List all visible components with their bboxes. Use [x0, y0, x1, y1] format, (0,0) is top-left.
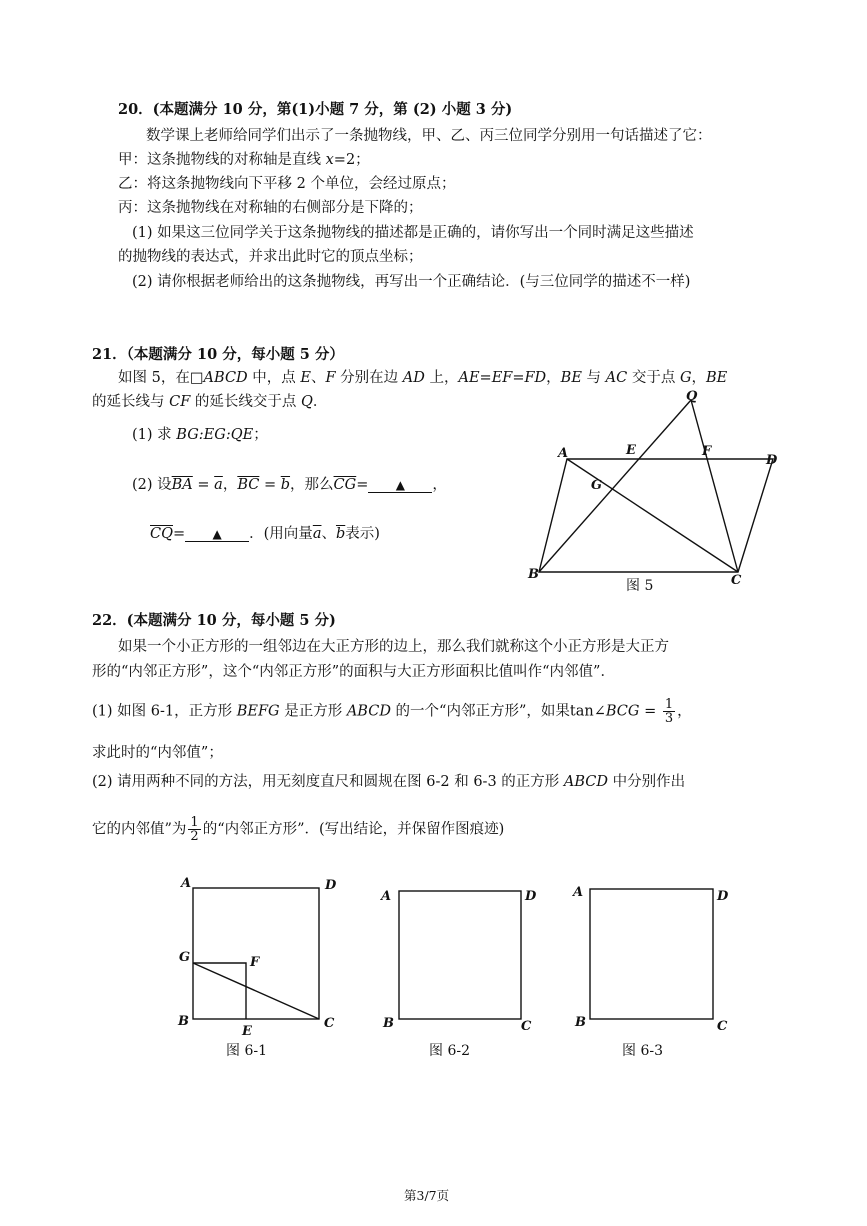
- q20-part2: (2) 请你根据老师给出的这条抛物线，再写出一个正确结论．(与三位同学的描述不一样): [132, 274, 691, 290]
- q22-intro-line2: 形的“内邻正方形”，这个“内邻正方形”的面积与大正方形面积比值叫作“内邻值”．: [92, 664, 615, 680]
- label-a: A: [181, 876, 192, 891]
- label-a: A: [573, 885, 584, 900]
- q22-part1-line2: 求此时的“内邻值”；: [92, 745, 223, 761]
- segment-gc: [193, 963, 319, 1019]
- label-d: D: [325, 878, 337, 893]
- label-b: B: [383, 1016, 394, 1031]
- q22-part2-line1: (2) 请用两种不同的方法，用无刻度直尺和圆规在图 6-2 和 6-3 的正方形 ABCD 中分别作出: [92, 774, 686, 790]
- vector-bc: $\overline{BC}$: [237, 477, 260, 493]
- label-d: D: [717, 889, 729, 904]
- square-abcd: [193, 888, 319, 1019]
- label-q: Q: [686, 389, 698, 404]
- label-a: A: [558, 446, 569, 461]
- label-d: D: [766, 453, 778, 468]
- q22-intro-line1: 如果一个小正方形的一组邻边在大正方形的边上，那么我们就称这个小正方形是大正方: [118, 639, 669, 655]
- label-c: C: [324, 1016, 335, 1031]
- figure-6-2: [372, 872, 552, 1062]
- figure-5-caption: 图 5: [626, 578, 654, 594]
- q22-header: 22．(本题满分 10 分，每小题 5 分): [92, 612, 336, 629]
- q20-part1-line1: (1) 如果这三位同学关于这条抛物线的描述都是正确的，请你写出一个同时满足这些描述: [132, 225, 694, 241]
- figure-6-1-caption: 图 6-1: [226, 1043, 267, 1059]
- label-c: C: [717, 1019, 728, 1034]
- label-g: G: [591, 478, 603, 493]
- q21-intro-line1: 如图 5，在□ABCD 中，点 E、F 分别在边 AD 上，AE=EF=FD，BE 与 AC 交于点 G，BE: [118, 370, 728, 386]
- vector-cq: $\overline{CQ}$: [150, 526, 173, 542]
- q20-header: 20．(本题满分 10 分，第(1)小题 7 分，第 (2) 小题 3 分): [118, 101, 513, 118]
- segment-bq: [539, 400, 691, 572]
- q20-bing: 丙：这条抛物线在对称轴的右侧部分是下降的；: [118, 200, 423, 216]
- page-number: 第3/7页: [404, 1188, 450, 1203]
- square-befg: [193, 963, 246, 1019]
- q20-yi: 乙：将这条抛物线向下平移 2 个单位，会经过原点；: [118, 176, 456, 192]
- label-b: B: [528, 567, 539, 582]
- label-e: E: [626, 443, 636, 458]
- q21-part1: (1) 求 BG:EG:QE；: [132, 427, 268, 443]
- label-f: F: [250, 955, 260, 970]
- label-a: A: [381, 889, 392, 904]
- label-b: B: [178, 1014, 189, 1029]
- figure-6-1: [170, 872, 350, 1062]
- q21-part2: (2) 设$\overline{BA} = \overline{a}$，$\overline{BC} = \overline{b}$，那么$\overline{CG}=$ ▲ ，: [132, 477, 447, 493]
- label-d: D: [525, 889, 537, 904]
- fraction-one-half: $\frac{1}{2}$: [190, 815, 199, 844]
- parallelogram-abcd: [539, 459, 773, 572]
- q20-part1-line2: 的抛物线的表达式，并求出此时它的顶点坐标；: [118, 249, 423, 265]
- q21-header: 21．（本题满分 10 分，每小题 5 分）: [92, 346, 344, 363]
- q20-intro: 数学课上老师给同学们出示了一条抛物线，甲、乙、丙三位同学分别用一句话描述了它：: [146, 128, 712, 144]
- square-abcd: [590, 889, 713, 1019]
- q20-jia: 甲：这条抛物线的对称轴是直线 x=2；: [118, 152, 370, 168]
- label-c: C: [521, 1019, 532, 1034]
- answer-blank-cg: ▲: [368, 478, 432, 493]
- figure-5: [520, 388, 800, 603]
- fraction-one-third: $\frac{1}{3}$: [664, 697, 674, 726]
- vector-a: $\overline{a}$: [214, 477, 223, 493]
- q21-intro-line2: 的延长线与 CF 的延长线交于点 Q．: [92, 394, 328, 410]
- vector-cg: $\overline{CG}$: [333, 477, 357, 493]
- answer-blank-cq: ▲: [185, 527, 249, 542]
- label-b: B: [575, 1015, 586, 1030]
- q21-part3: $\overline{CQ}=$ ▲ ．(用向量$\overline{a}$、$\overline{b}$表示): [150, 526, 380, 542]
- vector-b: $\overline{b}$: [280, 477, 291, 493]
- figure-6-2-caption: 图 6-2: [429, 1043, 470, 1059]
- q22-part2-line2: 它的内邻值”为 $\frac{1}{2}$ 的“内邻正方形”．(写出结论，并保留作图痕迹): [92, 815, 505, 844]
- label-e: E: [242, 1024, 252, 1039]
- label-g: G: [179, 950, 191, 965]
- vector-ba: $\overline{BA}$: [171, 477, 193, 493]
- label-f: F: [702, 444, 712, 459]
- figure-6-3-caption: 图 6-3: [622, 1043, 663, 1059]
- q22-part1-line1: (1) 如图 6-1，正方形 BEFG 是正方形 ABCD 的一个“内邻正方形”，如果tan∠BCG = $\frac{1}{3}$ ，: [92, 697, 692, 726]
- label-c: C: [731, 573, 742, 588]
- square-abcd: [399, 891, 521, 1019]
- figure-6-3: [565, 872, 745, 1062]
